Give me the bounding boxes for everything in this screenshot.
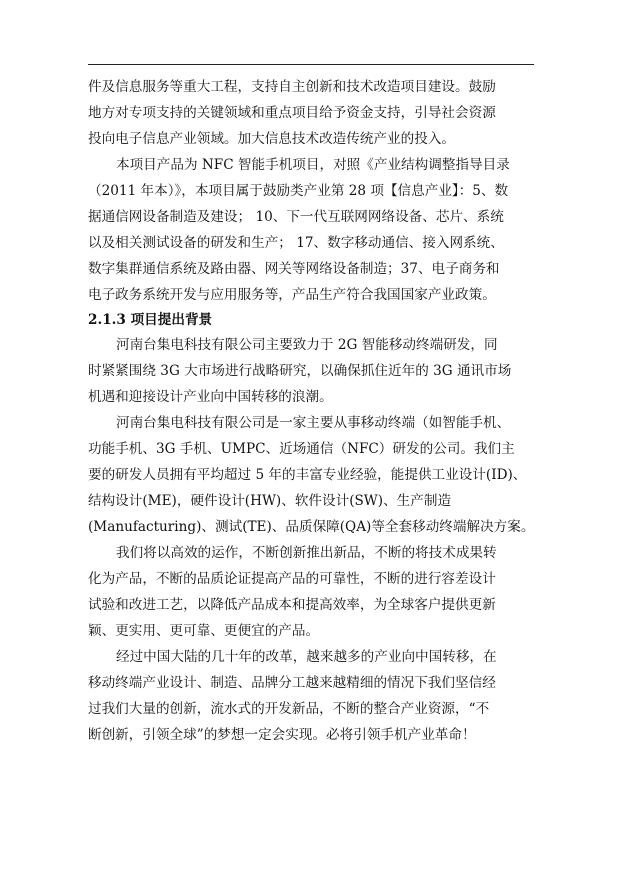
text-line: 河南台集电科技有限公司主要致力于 2G 智能移动终端研发，同 xyxy=(116,337,498,353)
text-line: 过我们大量的创新，流水式的开发新品，不断的整合产业资源，“不 xyxy=(88,701,490,717)
text-line: 数字集群通信系统及路由器、网关等网络设备制造；37、电子商务和 xyxy=(88,261,500,277)
paragraph-operations xyxy=(88,540,540,644)
text-line: 化为产品，不断的品质论证提高产品的可靠性，不断的进行容差设计 xyxy=(88,571,496,587)
text-line: 试验和改进工艺，以降低产品成本和提高效率，为全球客户提供更新 xyxy=(88,597,496,613)
text-line: 电子政务系统开发与应用服务等，产品生产符合我国国家产业政策。 xyxy=(88,287,496,303)
text-line: 断创新，引领全球”的梦想一定会实现。必将引领手机产业革命！ xyxy=(88,727,476,743)
paragraph-company-profile xyxy=(88,410,540,540)
text-line: 结构设计(ME)，硬件设计(HW)、软件设计(SW)、生产制造 xyxy=(88,493,452,509)
text-line: 机遇和迎接设计产业向中国转移的浪潮。 xyxy=(88,389,333,405)
paragraph-vision xyxy=(88,644,540,748)
text-line: 经过中国大陆的几十年的改革，越来越多的产业向中国转移，在 xyxy=(116,649,497,665)
text-line: 投向电子信息产业领域。加大信息技术改造传统产业的投入。 xyxy=(88,131,456,147)
text-line: 河南台集电科技有限公司是一家主要从事移动终端（如智能手机、 xyxy=(116,415,511,431)
section-heading: 2.1.3 项目提出背景 xyxy=(88,312,213,328)
text-line: 颖、更实用、更可靠、更便宜的产品。 xyxy=(88,623,320,639)
text-line: 功能手机、3G 手机、UMPC、近场通信（NFC）研发的公司。我们主 xyxy=(88,441,515,457)
text-line: 以及相关测试设备的研发和生产； 17、数字移动通信、接入网系统、 xyxy=(88,235,504,251)
text-line: 据通信网设备制造及建设； 10、下一代互联网网络设备、芯片、系统 xyxy=(88,209,504,225)
text-line: 时紧紧围绕 3G 大市场进行战略研究，以确保抓住近年的 3G 通讯市场 xyxy=(88,363,512,379)
text-line: 地方对专项支持的关键领域和重点项目给予资金支持，引导社会资源 xyxy=(88,105,496,121)
text-line: 我们将以高效的运作，不断创新推出新品，不断的将技术成果转 xyxy=(116,545,497,561)
text-line: 本项目产品为 NFC 智能手机项目，对照《产业结构调整指导目录 xyxy=(116,157,510,173)
text-line: (Manufacturing)、测试(TE)、品质保障(QA)等全套移动终端解决方案。 xyxy=(88,519,535,535)
header-rule xyxy=(88,64,534,65)
document-body xyxy=(88,74,540,748)
paragraph-continuation xyxy=(88,74,540,152)
text-line: 移动终端产业设计、制造、品牌分工越来越精细的情况下我们坚信经 xyxy=(88,675,496,691)
text-line: （2011 年本）》，本项目属于鼓励类产业第 28 项【信息产业】：5、数 xyxy=(88,183,509,199)
paragraph-industry-policy xyxy=(88,152,540,308)
text-line: 要的研发人员拥有平均超过 5 年的丰富专业经验，能提供工业设计(ID)、 xyxy=(88,467,527,483)
paragraph-company-focus xyxy=(88,332,540,410)
text-line: 件及信息服务等重大工程，支持自主创新和技术改造项目建设。鼓励 xyxy=(88,79,496,95)
